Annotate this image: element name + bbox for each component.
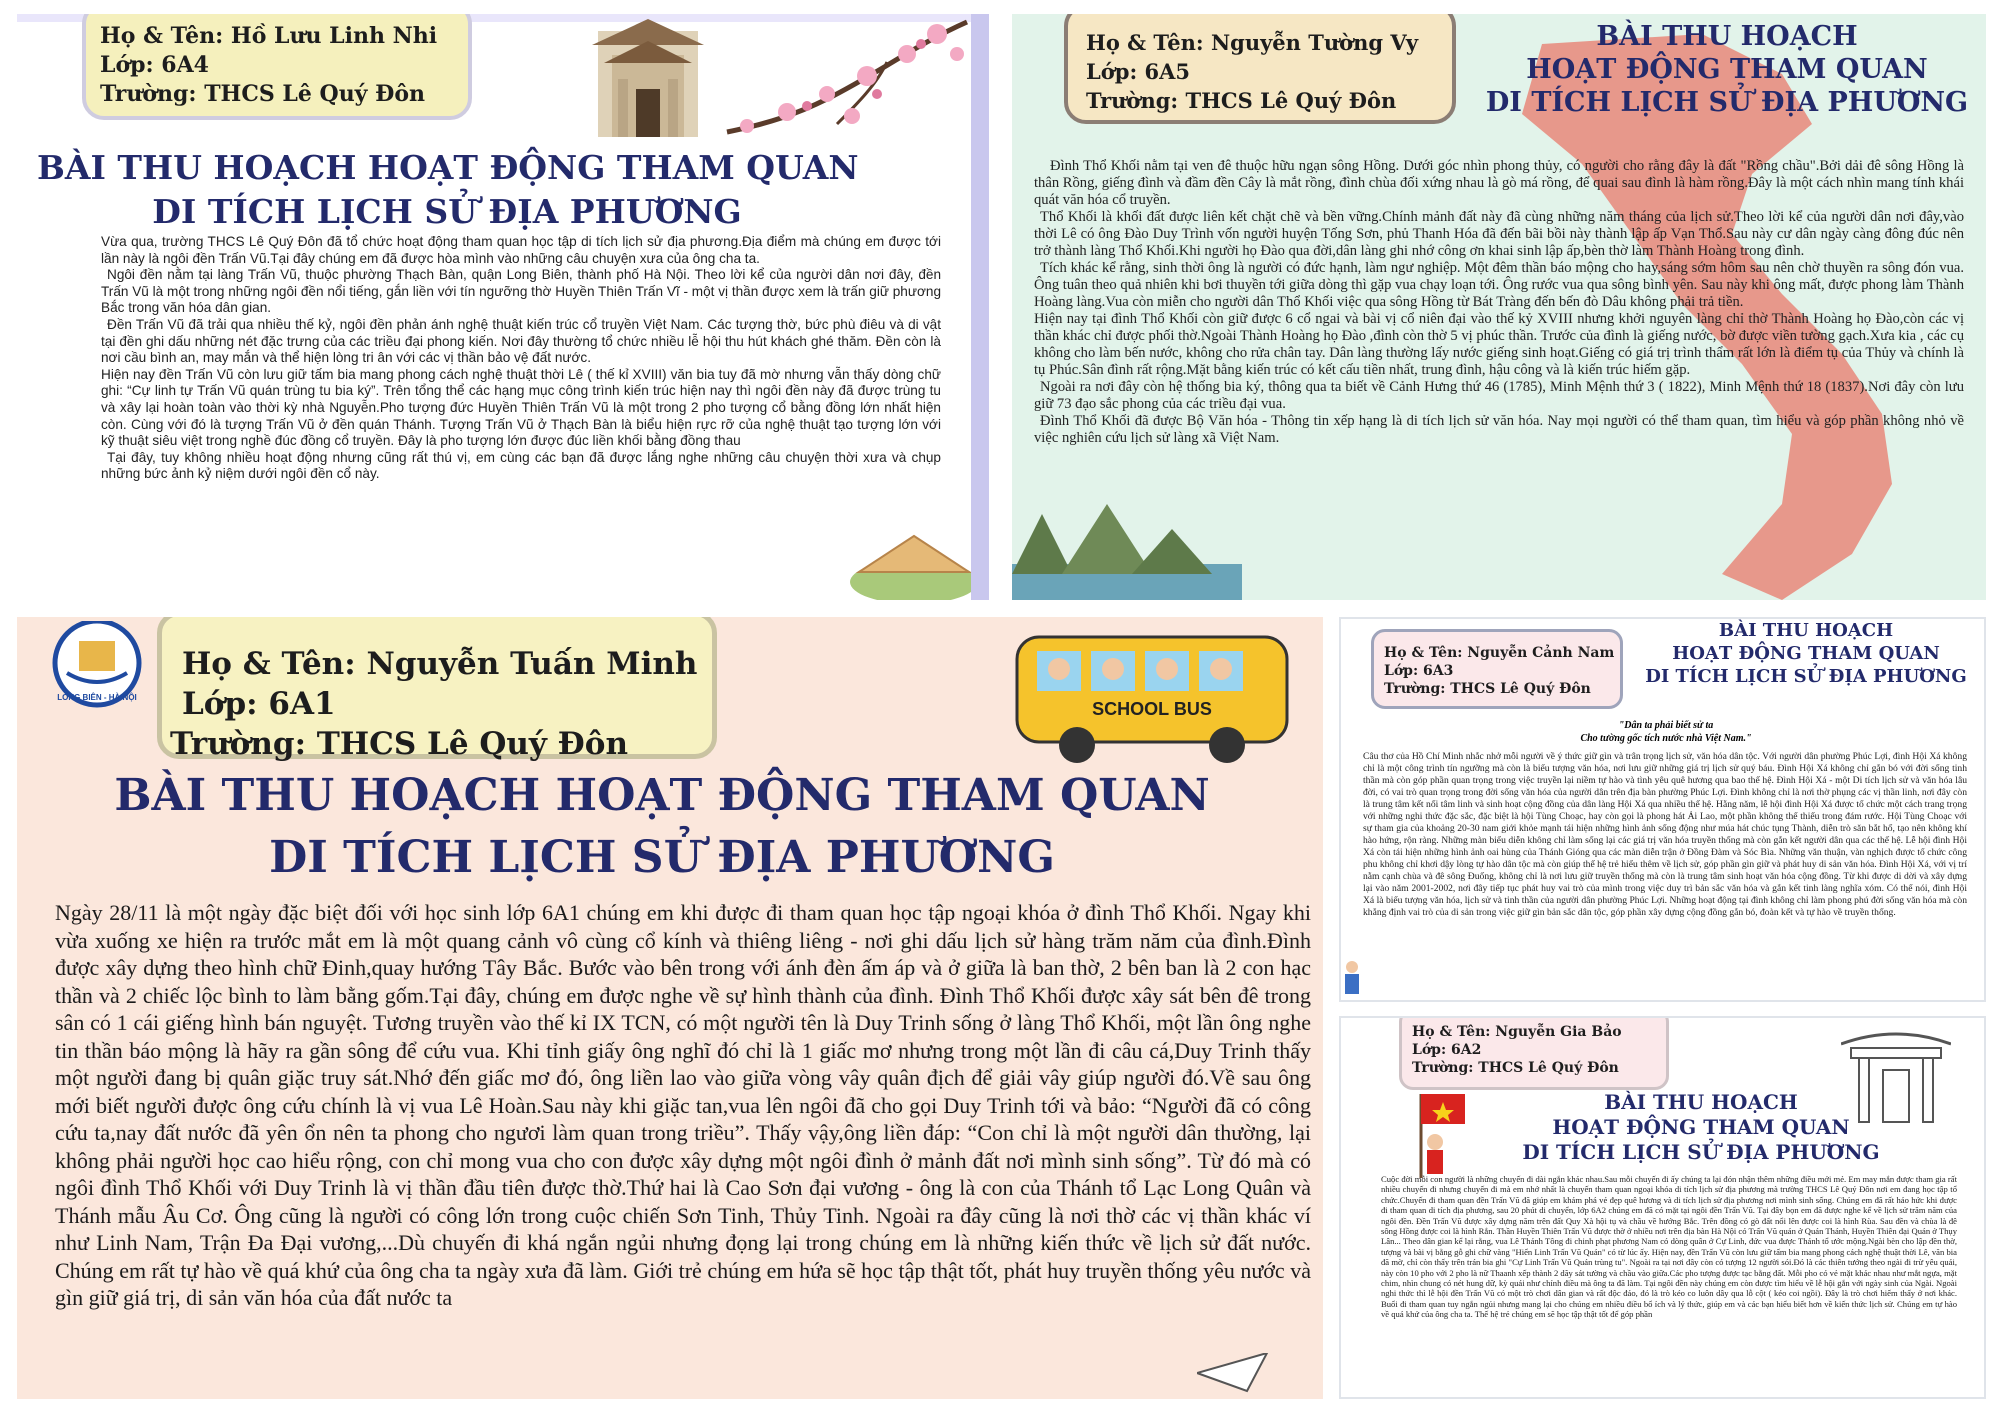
essay-body (101, 234, 941, 483)
essay-title-line-1: BÀI THU HOẠCH (1718, 620, 1894, 641)
essay-paragraph: Ngôi đền nằm tại làng Trấn Vũ, thuộc phường Thạch Bàn, quận Long Biên, thành phố Hà Nội. Theo lời kể của người dân nơi đây, đền Trấn Vũ là một trong những ngôi đền nổi tiếng, gắn liền với tín ngưỡng thờ Huyền Thiên Trấn Vĩ - một vị thần được xem là trấn giữ phương Bắc trong văn hóa dân gian. (101, 267, 941, 316)
essay-panel-gia-bao (1339, 1016, 1986, 1399)
essay-title (1461, 1090, 1941, 1165)
essay-title (37, 146, 857, 234)
essay-title-line-1: BÀI THU HOẠCH (1596, 21, 1858, 52)
poem-quote-line-2: Cho tường gốc tích nước nhà Việt Nam." (1580, 733, 1752, 744)
school-logo-text: LONG BIÊN - HÀ NỘI (57, 693, 137, 702)
essay-paragraph: Hiện nay tại đình Thổ Khối còn giữ được 6 cổ ngai và bài vị cổ niên đại vào thế kỷ XVIII nhưng khởi nguyên làng chỉ thờ Thành Hoàng họ Đào,còn các vị thần khác chỉ được phối thờ.Ngoài Thành Hoàng họ Đào ,đình còn thờ 5 vị phúc thần. Trước của đình là giếng nước, bờ được viền tường gạch.Xưa kia , các cụ không cho làm bến nước, không cho rửa chân tay. Dân làng thường lấy nước giếng sinh hoạt.Giếng có giá trị trình thẩm rất lớn là điểm tụ của Thủy và chính là tụ Phúc.Sân đình rất rộng.Mặt bằng kiến trúc có kết cấu tiền nhất, trung đình, hậu công và là kiến trúc hiếm gặp. (1034, 311, 1964, 378)
essay-title-line-2: DI TÍCH LỊCH SỬ ĐỊA PHƯƠNG (152, 192, 742, 231)
temple-image (592, 19, 704, 137)
essay-paragraph: Tích khác kể rằng, sinh thời ông là người có đức hạnh, làm ngư nghiệp. Một đêm thần báo mộng cho hay,sáng sớm hôm sau nên chờ thuyền ra sông đón vua. Ông tuân theo quả nhiên khi bơi thuyền tới giữa dòng thì gặp vua chạy loạn tới. Ông rước vua qua sông bình yên. Sau này khi ông mất, được phong làm Thành Hoàng làng.Vua còn miễn cho người dân Thổ Khối việc qua sông Hồng từ Bát Tràng đến bến đò Dâu không phải trả tiền. (1034, 260, 1964, 310)
poem-quote (1491, 719, 1841, 745)
essay-paragraph: Đình Thổ Khối nằm tại ven đê thuộc hữu ngạn sông Hồng. Dưới góc nhìn phong thủy, có người cho rằng đây là đất "Rồng chầu".Bởi dải đê sông Hồng là thân Rồng, giếng đình và đầm đền Cây là mắt rồng, đình chùa đối xứng nhau là gò má rồng, để quai sau đình là hàm rồng.Đây là một cách nhìn mang tính khái quát văn hóa cổ truyền. (1034, 158, 1964, 208)
paper-plane-decoration (1197, 1353, 1277, 1393)
essay-title-line-1: BÀI THU HOẠCH HOẠT ĐỘNG THAM QUAN (114, 770, 1210, 821)
essay-title-line-2: HOẠT ĐỘNG THAM QUAN (1552, 1115, 1850, 1139)
essay-title-line-2: HOẠT ĐỘNG THAM QUAN (1526, 54, 1928, 85)
poem-quote-line-1: "Dân ta phải biết sử ta (1618, 720, 1714, 731)
student-school: Trường: THCS Lê Quý Đôn (1086, 88, 1397, 113)
essay-title-line-1: BÀI THU HOẠCH (1604, 1090, 1798, 1114)
cherry-blossom-decoration (707, 14, 977, 164)
essay-paragraph: Tại đây, tuy không nhiều hoạt động nhưng cũng rất thú vị, em cùng các bạn đã được lắng nghe những câu chuyện thời xưa và chụp những bức ảnh kỷ niệm dưới ngôi đền cổ này. (101, 449, 941, 482)
essay-title-line-1: BÀI THU HOẠCH HOẠT ĐỘNG THAM QUAN (37, 148, 859, 187)
student-class: Lớp: 6A3 (1384, 663, 1454, 679)
essay-title-line-3: DI TÍCH LỊCH SỬ ĐỊA PHƯƠNG (1522, 1140, 1880, 1164)
school-logo (37, 621, 157, 711)
essay-title-line-3: DI TÍCH LỊCH SỬ ĐỊA PHƯƠNG (1485, 87, 1969, 118)
essay-body: Ngày 28/11 là một ngày đặc biệt đối với học sinh lớp 6A1 chúng em khi được đi tham quan học tập ngoại khóa ở đình Thổ Khối. Ngay khi vừa xuống xe hiện ra trước mắt em là một quang cảnh vô cùng cổ kính và thiêng liêng - nơi ghi dấu lịch sử hàng trăm năm của đình.Đình được xây dựng theo hình chữ Đinh,quay hướng Tây Bắc. Bước vào bên trong với ánh đèn ấm áp và ở giữa là ban thờ, 2 bên ban là 2 con hạc thần và 2 chiếc lộc bình to làm bằng gốm.Tại đây, chúng em được nghe về sự hình thành của đình. Đình Thổ Khối được xây sát bên đê trong sân có 1 cái giếng hình bán nguyệt. Tương truyền vào thế kỉ IX TCN, có một người tên là Duy Trinh sống ở làng Thổ Khối, một lần ông nghe tin thần báo mộng là hãy ra gần sông để cứu vua. Khi tỉnh giấy ông nghĩ đó chỉ là 1 giấc mơ nhưng trong một lần đi câu cá,Duy Trinh thấy một người đang bị quân giặc truy sát.Nhớ đến giấc mơ đó, ông liền lao vào giữa vòng vây quân địch để giải vây giúp người đó.Về sau ông mới biết người được ông cứu chính là vị vua Lê Hoàn.Sau này khi giặc tan,vua lên ngôi đã cho gọi Duy Trinh tới và bảo: “Người đã có công cứu ta,nay đất nước đã yên ổn nên ta phong cho ngươi làm quan trong triều”. Thấy vậy,ông liền đáp: “Con chỉ là một người dân thường, lại không phải người học cao hiểu rộng, con chỉ mong vua cho con được xây dựng một ngôi đình ở mảnh đất nơi mình sinh sống”. Từ đó mà có ngôi đình Thổ Khối với Duy Trinh là vị thần đầu tiên được thờ.Thứ hai là Cao Sơn đại vương - ông là con của Thánh tổ Lạc Long Quân và Thánh mẫu Âu Cơ. Ông cũng là người có công lớn trong cuộc chiến Sơn Tinh, Thủy Tinh. Ngoài ra đây cũng là nơi thờ các vị thần khác ví như Linh Nam, Trận Đa Đại vương,...Dù chuyến đi khá ngắn ngủi nhưng đọng lại trong chúng em là những kiến thức về lịch sử đất nước. Chúng em rất tự hào về quá khứ của ông cha ta ngày xưa đã làm. Giới trẻ chúng em hứa sẽ học tập thật tốt, phát huy truyền thống yêu nước và gìn giữ giá trị, di sản văn hóa của đất nước ta (55, 900, 1311, 1310)
essay-paragraph: Đền Trấn Vũ đã trải qua nhiều thế kỷ, ngôi đền phản ánh nghệ thuật kiến trúc cổ truyền Việt Nam. Các tượng thờ, bức phù điêu và di vật tại đền ghi dấu những nét đặc trưng của các triều đại phong kiến. Nơi đây thường tổ chức nhiều lễ hội thu hút khách ghé thăm. Đền còn là nơi cầu bình an, may mắn và thể hiện lòng tri ân với các vị thần bảo vệ đất nước. (101, 316, 941, 366)
essay-title-line-2: DI TÍCH LỊCH SỬ ĐỊA PHƯƠNG (269, 832, 1055, 883)
essay-panel-canh-nam (1339, 617, 1986, 1002)
school-bus-illustration (1007, 617, 1297, 767)
student-name: Họ & Tên: Nguyễn Cảnh Nam (1384, 645, 1615, 661)
essay-title (1631, 619, 1981, 688)
essay-body (1034, 158, 1964, 447)
essay-title-line-2: HOẠT ĐỘNG THAM QUAN (1672, 643, 1940, 664)
student-school: Trường: THCS Lê Quý Đôn (1384, 681, 1591, 697)
student-class: Lớp: 6A4 (100, 52, 209, 78)
essay-panel-linh-nhi (17, 14, 989, 600)
essay-paragraph: Ngoài ra nơi đây còn hệ thống bia ký, thông qua ta biết về Cảnh Hưng thứ 46 (1785), Minh Mệnh thứ 3 ( 1822), Minh Mệnh thứ 18 (1837).Nơi đây còn lưu giữ 73 đạo sắc phong của các triều đại vua. (1034, 379, 1964, 412)
student-class: Lớp: 6A5 (1086, 59, 1191, 84)
student-info-box (82, 14, 472, 120)
student-class: Lớp: 6A2 (1412, 1042, 1482, 1058)
essay-title (72, 765, 1252, 889)
student-figure-decoration (1341, 959, 1363, 1002)
flag-child-illustration (1409, 1090, 1469, 1180)
essay-body: Câu thơ của Hồ Chí Minh nhắc nhở mỗi người về ý thức giữ gìn và trân trọng lịch sử, văn hóa dân tộc. Với người dân phường Phúc Lợi, đình Hội Xá không chỉ là một công trình tín ngưỡng mà còn là biểu tượng văn hóa, nơi lưu giữ những giá trị lịch sử quý báu. Đình Hội Xá không chỉ gắn bó với đời sống tinh thần mà còn góp phần quan trọng trong việc truyền lại niềm tự hào và tình yêu quê hương qua bao thế hệ. Đình Hội Xá - một Di tích lịch sử và văn hóa lâu đời, có vai trò quan trọng trong đời sống văn hóa của người dân trên địa bàn phường Phúc Lợi. Đình không chỉ là nơi thờ phụng các vị thần linh, nơi đây còn là trung tâm kết nối tâm linh và sinh hoạt cộng đồng của dân làng Hội Xá qua nhiều thế hệ. Hằng năm, lễ hội đình Hội Xá được tổ chức một cách trang trọng với những nghi thức đặc sắc, đặc biệt là hội Tùng Choạc, hay còn gọi là phong hát Ải Lao, một phần không thể thiếu trong đám rước. Hội Tùng Choạc với sự tham gia của khoảng 20-30 nam giới khỏe mạnh tái hiện những hình ảnh sống động như múa hát chúc tụng Thành, diễn trò săn bắt hổ, tạo nên không khí hào hứng, rộn ràng. Những màn biểu diễn không chỉ làm sống lại các giá trị văn hóa truyền thống mà còn gắn kết người dân qua các thế hệ. Lễ hội đình Hội Xá còn tái hiện những hình ảnh oai hùng của Thánh Gióng qua các màn diễn trận ở Đồng Đàm và Sóc Bìa. Những văn thuận, vàn nghịch được tổ chức công phu không chỉ khơi dậy lòng tự hào dân tộc mà còn giúp thế hệ trẻ hiểu thêm về lịch sử, góp phần gìn giữ và phát huy di sản văn hóa. Đình Hội Xá, với vị trí nằm cạnh chùa và đê sông Đuống, không chỉ là nơi lưu giữ truyền thống mà còn là trung tâm sinh hoạt văn hóa cộng đồng. Từ khi được di dời và xây dựng lại vào năm 2001-2002, nơi đây tiếp tục phát huy vai trò của mình trong việc duy trì bản sắc văn hóa và gắn kết tinh làng nghĩa xóm. Có thể nói, đình Hội Xá là biểu tượng văn hóa, lịch sử và tinh thần của người dân phường Phúc Lợi. Những hoạt động tại đình không chỉ làm phong phú đời sống văn hóa mà còn khẳng định vai trò của di sản trong việc giữ gìn bản sắc dân tộc, góp phần xây dựng cộng đồng gắn bó, đoàn kết và tự hào về truyền thống. (1363, 751, 1967, 918)
bus-label: SCHOOL BUS (1092, 699, 1212, 719)
essay-paragraph: Vừa qua, trường THCS Lê Quý Đôn đã tổ chức hoạt động tham quan học tập di tích lịch sử địa phương.Địa điểm mà chúng em được tới lần này là ngôi đền Trấn Vũ.Tại đây chúng em đã được hòa mình vào những câu chuyện xưa của ông cha ta. (101, 234, 941, 266)
essay-body: Cuộc đời mỗi con người là những chuyến đi dài ngắn khác nhau.Sau mỗi chuyến đi ấy chúng ta lại đón nhận thêm những điều mới mẻ. Em may mắn được tham gia rất nhiều chuyến đi nhưng chuyến đi mà em nhớ nhất là chuyến tham quan ngoại khóa di tích lịch sử địa phương mà trường THCS Lê Quý Đôn nơi em đang học tập tổ chức.Chuyến đi tham quan đền Trấn Vũ đã giúp em khám phá vẻ đẹp quê hương và di tích lịch sử địa phương nơi mình sinh sống. Chúng em đã rất háo hức khi được đi tham quan di tích địa phương, sau 20 phút di chuyển, lớp 6A2 chúng em đã có mặt tại ngôi đền Trấn Vũ. Tại đây bọn em đã được nghe kể về lịch sử trăm năm của ngôi đền. Đền Trấn Vũ được xây dựng năm trên đất Quy Xà hội tụ và chầu về hướng Bắc. Trên đồng có gò đất nổi lên được coi là hình Rùa. Sau đền và chùa là đê sông Hồng được coi là hình Rắn. Thần Huyền Thiên Trấn Vũ được thờ ở nhiều nơi trên địa bàn Hà Nội có Trấn Vũ quán ở Quán Thánh, Huyền Thiên đại Quán ở Thụy Lân... Theo dân gian kể lại rằng, vua Lê Thánh Tông đi chinh phạt phương Nam có dòng quân ở Cự Linh, đức vua được Thánh tổ ước mộng.Ngài bèn cho lập đền thờ, tượng và bài vị bằng gỗ ghi chữ vàng "Hiển Linh Trấn Vũ Quán" có từ lúc ấy. Hiện nay, đền Trấn Vũ còn lưu giữ tấm bia mang phong cách nghệ thuật thời Lê, văn bia đã mờ, chỉ còn thấy trên trán bia ghi "Cự Linh Trấn Vũ Quán trùng tu". Ngoài ra tại nơi đây còn có tượng 12 người sói.Đó là các thiên tướng theo ngài đi trừ yêu quái, này còn 10 pho với 2 pho là nữ Thaanh xếp thành 2 dãy sát tường và chầu vào giữa.Các pho tượng được tạc bằng đất. Mỗi pho có vẻ mặt khác nhau như mắt ngựa, mặt chim, nhìn chung có nét hung dữ, kỳ quái như chính điều mà ông ta đã làm. Tại ngôi đền này chúng em còn được tìm hiểu về lễ hội gắn với ngày sinh của Ngài. Ngoài nghi thức thì lễ hội đền Trấn Vũ có một trò chơi dân gian và rất độc đáo, đó là trò kéo co luôn dây qua lỗ cột ( kéo coi ngồi). Đây là trò chơi hiếm thấy ở nơi khác. Buổi đi tham quan tuy ngắn ngủi nhưng mang lại cho chúng em nhiều điều bổ ích và lý thức, giúp em và các bạn hiểu biết hơn về kiến thức lịch sử. Chúng em tự hào về quá khứ của ông cha ta. Thế hệ trẻ chúng em sẽ học tập thật tốt để góp phần (1381, 1174, 1957, 1320)
student-info-box (157, 617, 717, 762)
essay-panel-tuong-vy (1012, 14, 1986, 600)
student-info-box (1399, 1016, 1669, 1090)
essay-title (1482, 20, 1972, 119)
student-name: Họ & Tên: Hồ Lưu Linh Nhi (100, 23, 438, 49)
essay-paragraph: Đình Thổ Khối đã được Bộ Văn hóa - Thông tin xếp hạng là di tích lịch sử văn hóa. Nay mọi người có thể tham quan, tìm hiểu và góp phần không nhỏ về việc nghiên cứu lịch sử làng xã Việt Nam. (1034, 413, 1964, 446)
student-info-box (1371, 629, 1623, 709)
conical-hat-decoration (849, 532, 979, 600)
essay-paragraph: Thổ Khối là khối đất được liên kết chặt chẽ và bền vững.Chính mảnh đất này đã cùng những năm tháng của lịch sử.Theo lời kể của người dân nơi đây,vào thời Lê có ông Đào Duy Trình vốn người huyện Tống Sơn, phủ Thanh Hóa đã đến bãi bồi này thành lập ấp Vạn Thổ.Sau này cư dân ngày càng đông đúc nên trở thành làng Thổ Khối.Khi người họ Đào qua đời,dân làng ghi nhớ công ơn khai sinh lập ấp,bèn thờ làm Thành Hoàng trong đình. (1034, 209, 1964, 259)
essay-panel-tuan-minh (17, 617, 1323, 1399)
student-name: Họ & Tên: Nguyễn Tường Vy (1086, 30, 1419, 55)
essay-paragraph: Hiện nay đền Trấn Vũ còn lưu giữ tấm bia mang phong cách nghệ thuật thời Lê ( thế kỉ XVIII) văn bia tuy đã mờ nhưng vẫn thấy dòng chữ ghi: “Cự linh tự Trấn Vũ quán trùng tu bia ký”. Trên tổng thể các hạng mục công trình kiến trúc hiện nay thì ngôi đền này đã được trùng tu và xây lại hoàn toàn vào thời kỳ nhà Nguyễn.Pho tượng đức Huyền Thiên Trấn Vũ là một trong 2 pho tượng cổ bằng đồng lớn nhất hiện còn. Cùng với đó là tượng Trấn Vũ ở đền quán Thánh. Tượng Trấn Vũ ở Thạch Bàn là biểu hiện rực rỡ của nghệ thuật tạo tượng lớn với kỹ thuật siêu việt trong nghề đúc đồng cổ truyền. Đây là pho tượng lớn được đúc liền khối bằng đồng thau (101, 366, 941, 449)
ha-long-bay-decoration (1012, 504, 1242, 600)
student-info-box (1064, 14, 1456, 124)
student-school: Trường: THCS Lê Quý Đôn (1412, 1060, 1619, 1076)
student-name: Họ & Tên: Nguyễn Gia Bảo (1412, 1024, 1622, 1040)
student-school: Trường: THCS Lê Quý Đôn (170, 726, 628, 762)
student-name: Họ & Tên: Nguyễn Tuấn Minh (182, 646, 698, 682)
student-school: Trường: THCS Lê Quý Đôn (100, 81, 426, 107)
essay-title-line-3: DI TÍCH LỊCH SỬ ĐỊA PHƯƠNG (1645, 666, 1967, 687)
student-class: Lớp: 6A1 (182, 686, 336, 722)
